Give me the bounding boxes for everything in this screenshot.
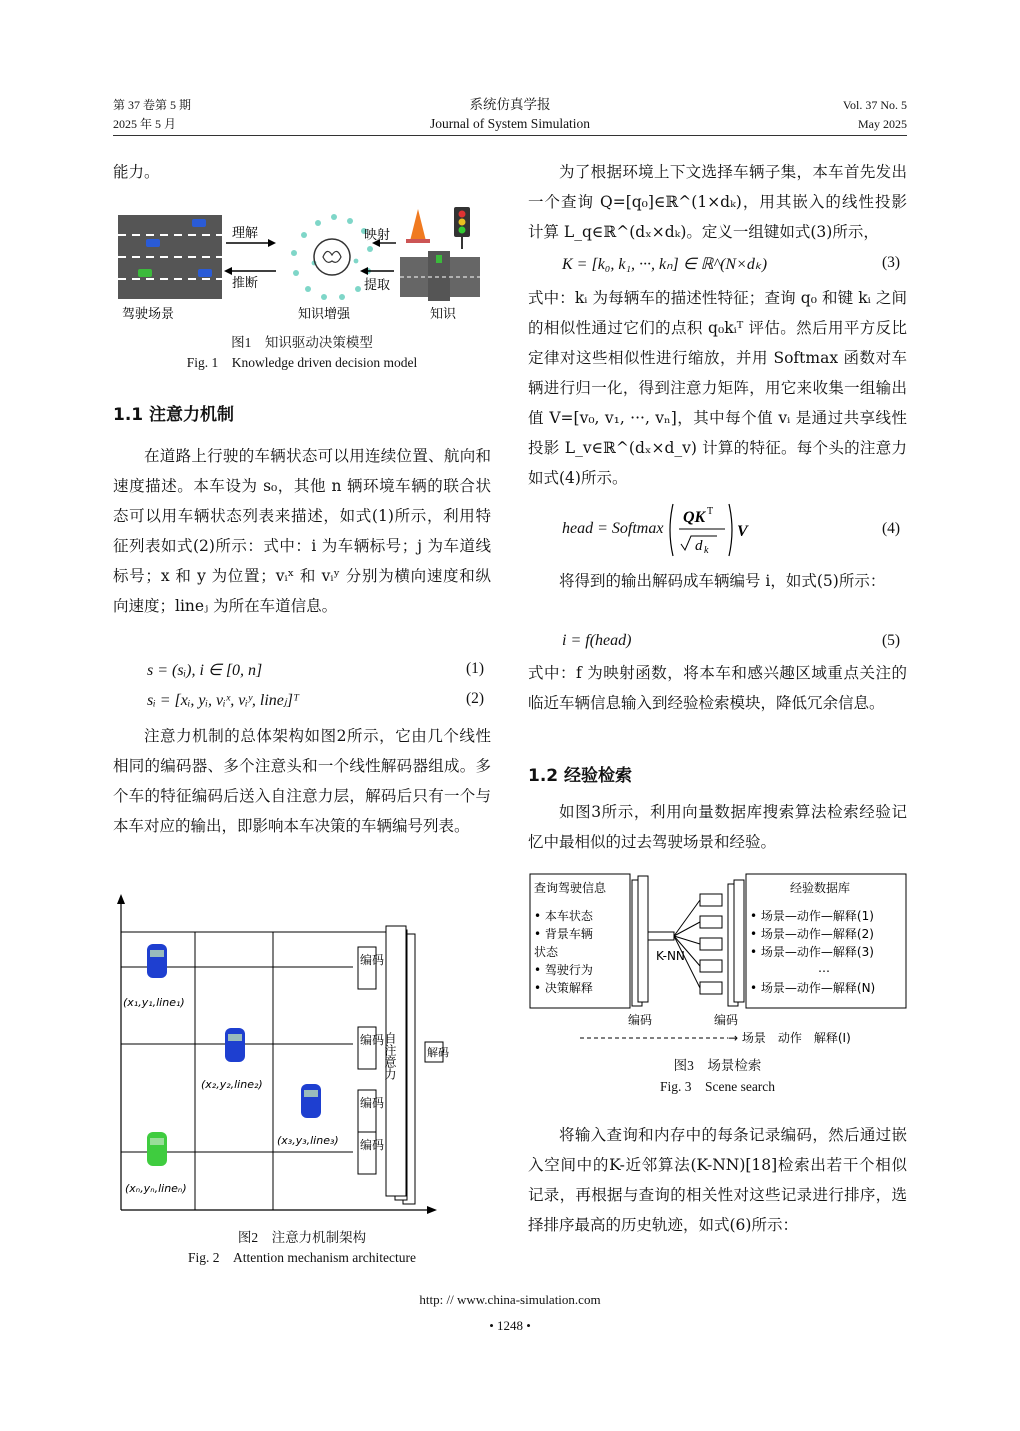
ego-car-icon	[138, 269, 152, 277]
left-para2: 注意力机制的总体架构如图2所示，它由几个线性相同的编码器、多个注意头和一个线性解码器组成。多个车的特征编码后送入自注意力层，解码后只有一个与本车对应的输出，即影响本车决策的车辆编号列表。	[113, 727, 491, 835]
query-item-3: 状态	[534, 945, 559, 959]
footer-url: http: // www.china-simulation.com	[419, 1292, 601, 1307]
encode-right-label: 编码	[714, 1013, 739, 1027]
car-n-icon	[147, 1132, 167, 1166]
query-item-1: • 本车状态	[534, 909, 593, 923]
left-body-2	[113, 721, 491, 841]
car-n-label: (xₙ,yₙ,lineₙ)	[125, 1182, 187, 1195]
equation-1-number: (1)	[466, 660, 485, 677]
equation-4-fraction-icon	[667, 500, 767, 560]
fig3-caption-cn: 图3 场景检索	[673, 1058, 762, 1073]
encode-left-label: 编码	[628, 1013, 653, 1027]
car-3-icon	[301, 1084, 321, 1118]
svg-text:QK: QK	[683, 509, 706, 526]
left-top-fragment	[113, 157, 491, 187]
svg-text:k: k	[704, 545, 709, 556]
fig1-caption-en: Fig. 1 Knowledge driven decision model	[186, 355, 418, 370]
svg-text:V: V	[737, 523, 748, 540]
equation-4	[562, 500, 762, 560]
fig1-scene: 驾驶场景	[122, 307, 175, 322]
equation-4-lhs: head = Softmax	[562, 520, 664, 537]
car-2-icon	[225, 1028, 245, 1062]
intersection-icon	[400, 251, 480, 301]
header-date-en: May 2025	[858, 117, 907, 131]
left-body-1	[113, 441, 491, 621]
encoder-1-label: 编码	[360, 953, 385, 967]
right-para2: 式中：kᵢ 为每辆车的描述性特征；查询 q₀ 和键 kᵢ 之间的相似性通过它们的点积 q₀kᵢᵀ 评估。然后用平方反比定律对这些相似性进行缩放，并用 Softmax 函数对车辆进行归一化，得到注意力矩阵，用它来收集一组输出值 V=[v₀, v₁, ···, vₙ]，其中每个值 vᵢ 是通过共享线性投影 L_v∈ℝ^(dₓ×d_v) 计算的特征。每个头的注意力如式(4)所示。	[528, 289, 907, 487]
right-body-1	[528, 157, 907, 247]
figure-3	[528, 872, 908, 1050]
fig1-understand: 理解	[232, 226, 259, 241]
query-item-2: • 背景车辆	[534, 927, 593, 941]
section-1-1-heading: 1.1 注意力机制	[113, 405, 235, 425]
right-body-4	[528, 658, 907, 718]
fig1-map: 映射	[364, 228, 391, 243]
figure-2	[113, 892, 449, 1222]
fig1-infer: 推断	[232, 276, 259, 291]
db-item-5: • 场景—动作—解释(N)	[750, 981, 876, 995]
right-body-2	[528, 283, 907, 493]
right-para6: 将输入查询和内存中的每条记录编码，然后通过嵌入空间中的K-近邻算法(K-NN)[18]检索出若干个相似记录，再根据与查询的相关性对这些记录进行排序，选择排序最高的历史轨迹，如式(6)所示：	[528, 1126, 907, 1234]
fig3-caption-en: Fig. 3 Scene search	[659, 1079, 776, 1094]
brain-head-icon	[314, 239, 350, 275]
equation-5: i = f(head)	[562, 632, 632, 649]
equation-4-number: (4)	[882, 520, 901, 537]
right-body-5	[528, 797, 907, 857]
db-item-2: • 场景—动作—解释(2)	[750, 927, 874, 941]
fig1-caption-cn: 图1 知识驱动决策模型	[231, 335, 373, 350]
equation-2: sᵢ = [xᵢ, yᵢ, vᵢˣ, vᵢʸ, lineⱼ]ᵀ	[147, 692, 300, 709]
fragment-text: 能力。	[113, 163, 160, 181]
right-para5: 如图3所示，利用向量数据库搜索算法检索经验记忆中最相似的过去驾驶场景和经验。	[528, 803, 907, 851]
query-item-5: • 决策解释	[534, 981, 593, 995]
fig2-caption-cn: 图2 注意力机制架构	[237, 1230, 367, 1245]
footer-page-number: • 1248 •	[489, 1318, 531, 1333]
knn-label: K-NN	[656, 949, 685, 963]
db-title: 经验数据库	[790, 881, 851, 895]
scene-action-explain: → 场景 动作 解释(I)	[728, 1031, 851, 1045]
db-item-1: • 场景—动作—解释(1)	[750, 909, 874, 923]
fig1-extract: 提取	[364, 278, 391, 293]
header-date: 2025 年 5 月	[113, 117, 177, 131]
equation-1: s = (sᵢ), i ∈ [0, n]	[147, 662, 263, 679]
fig1-knowledge: 知识	[430, 307, 457, 322]
equation-3: K = [k₀, k₁, ···, kₙ] ∈ ℝ^(N×dₖ)	[562, 256, 768, 273]
header-vol-en: Vol. 37 No. 5	[842, 98, 907, 112]
encoder-4-label: 编码	[360, 1138, 385, 1152]
encoder-3-label: 编码	[360, 1096, 385, 1110]
fig2-caption-en: Fig. 2 Attention mechanism architecture	[188, 1250, 416, 1265]
car-1-icon	[147, 944, 167, 978]
svg-text:T: T	[707, 506, 714, 517]
left-para1: 在道路上行驶的车辆状态可以用连续位置、航向和速度描述。本车设为 s₀，其他 n 辆环境车辆的联合状态可以用车辆状态列表来描述，如式(1)所示，利用特征列表如式(2)所示：式中：i 为车辆标号；j 为车道线标号；x 和 y 为位置；vᵢˣ 和 vᵢʸ 分别为横向速度和纵向速度；lineⱼ 为所在车道信息。	[113, 447, 491, 615]
right-para3: 将得到的输出解码成车辆编号 i，如式(5)所示：	[559, 572, 886, 590]
svg-text:d: d	[695, 538, 703, 554]
fig1-enhance: 知识增强	[298, 307, 351, 322]
traffic-light-icon	[454, 207, 470, 249]
right-para1: 为了根据环境上下文选择车辆子集，本车首先发出一个查询 Q=[q₀]∈ℝ^(1×dₖ)，用其嵌入的线性投影计算 L_q∈ℝ^(dₓ×dₖ)。定义一组键如式(3)所示，	[528, 163, 907, 241]
db-item-3: • 场景—动作—解释(3)	[750, 945, 874, 959]
db-item-4: …	[818, 961, 830, 975]
car-icon	[146, 239, 160, 247]
right-para4: 式中：f 为映射函数，将本车和感兴趣区域重点关注的临近车辆信息输入到经验检索模块，降低冗余信息。	[528, 664, 907, 712]
car-2-label: (x₂,y₂,line₂)	[201, 1078, 263, 1091]
header-journal-en: Journal of System Simulation	[429, 116, 591, 131]
self-attention-label: 自注意力	[383, 1032, 397, 1080]
right-body-6	[528, 1120, 907, 1240]
figure-1	[118, 205, 490, 323]
section-1-2-heading: 1.2 经验检索	[528, 766, 633, 786]
encoder-2-label: 编码	[360, 1033, 385, 1047]
query-item-4: • 驾驶行为	[534, 963, 593, 977]
equation-3-number: (3)	[882, 254, 901, 271]
car-icon	[198, 269, 212, 277]
car-1-label: (x₁,y₁,line₁)	[123, 996, 185, 1009]
header-volume: 第 37 卷第 5 期	[113, 98, 192, 112]
header-journal-cn: 系统仿真学报	[469, 97, 551, 112]
header-rule	[113, 135, 907, 136]
equation-5-number: (5)	[882, 632, 901, 649]
car-icon	[192, 219, 206, 227]
query-title: 查询驾驶信息	[534, 881, 607, 895]
decoder-label: 解码	[427, 1046, 449, 1059]
equation-2-number: (2)	[466, 690, 485, 707]
right-body-3	[528, 566, 907, 596]
car-3-label: (x₃,y₃,line₃)	[277, 1134, 339, 1147]
traffic-cone-icon	[406, 209, 430, 243]
